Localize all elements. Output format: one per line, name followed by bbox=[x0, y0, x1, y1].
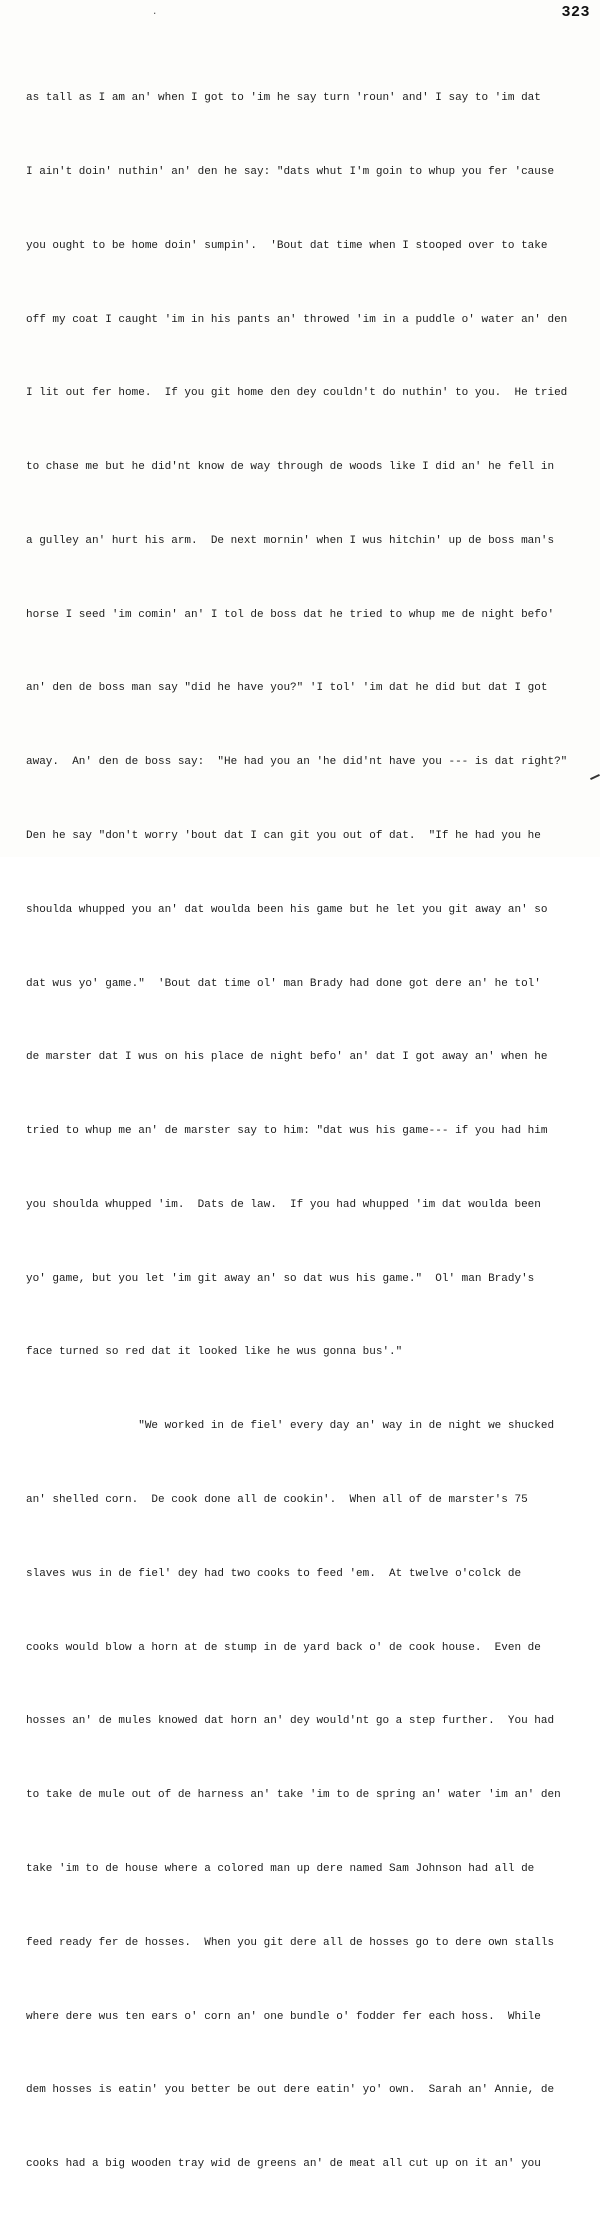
typewritten-body bbox=[26, 37, 592, 2226]
text-line: off my coat I caught 'im in his pants an' throwed 'im in a puddle o' water an' den bbox=[26, 313, 568, 326]
text-line: you ought to be home doin' sumpin'. 'Bout dat time when I stooped over to take bbox=[26, 239, 548, 252]
text-line: I ain't doin' nuthin' an' den he say: "dats whut I'm goin to whup you fer 'cause bbox=[26, 165, 555, 178]
text-line: cooks had a big wooden tray wid de greens an' de meat all cut up on it an' you bbox=[26, 2158, 541, 2171]
text-line: shoulda whupped you an' dat woulda been his game but he let you git away an' so bbox=[26, 903, 548, 916]
paragraph-start-line: "We worked in de fiel' every day an' way in de night we shucked bbox=[26, 1420, 555, 1433]
text-line: I lit out fer home. If you git home den dey couldn't do nuthin' to you. He tried bbox=[26, 387, 568, 400]
text-line: an' den de boss man say "did he have you?" 'I tol' 'im dat he did but dat I got bbox=[26, 682, 548, 695]
text-line: away. An' den de boss say: "He had you an 'he did'nt have you --- is dat right?" bbox=[26, 756, 568, 769]
text-line: to take de mule out of de harness an' take 'im to de spring an' water 'im an' den bbox=[26, 1789, 561, 1802]
scan-speck: · bbox=[152, 9, 158, 19]
text-line: as tall as I am an' when I got to 'im he say turn 'roun' and' I say to 'im dat bbox=[26, 92, 541, 105]
text-line: yo' game, but you let 'im git away an' so dat wus his game." Ol' man Brady's bbox=[26, 1272, 535, 1285]
text-line: take 'im to de house where a colored man up dere named Sam Johnson had all de bbox=[26, 1862, 535, 1875]
text-line: tried to whup me an' de marster say to him: "dat wus his game--- if you had him bbox=[26, 1125, 548, 1138]
text-line: an' shelled corn. De cook done all de cookin'. When all of de marster's 75 bbox=[26, 1494, 528, 1507]
page-number: 323 bbox=[561, 4, 590, 21]
text-line: dem hosses is eatin' you better be out dere eatin' yo' own. Sarah an' Annie, de bbox=[26, 2084, 555, 2097]
text-line: slaves wus in de fiel' dey had two cooks to feed 'em. At twelve o'colck de bbox=[26, 1567, 522, 1580]
text-line: horse I seed 'im comin' an' I tol de boss dat he tried to whup me de night befo' bbox=[26, 608, 555, 621]
text-line: hosses an' de mules knowed dat horn an' dey would'nt go a step further. You had bbox=[26, 1715, 555, 1728]
text-line: to chase me but he did'nt know de way through de woods like I did an' he fell in bbox=[26, 461, 555, 474]
text-line: face turned so red dat it looked like he wus gonna bus'." bbox=[26, 1346, 403, 1359]
text-line: where dere wus ten ears o' corn an' one bundle o' fodder fer each hoss. While bbox=[26, 2010, 541, 2023]
text-line: dat wus yo' game." 'Bout dat time ol' man Brady had done got dere an' he tol' bbox=[26, 977, 541, 990]
text-line: de marster dat I wus on his place de night befo' an' dat I got away an' when he bbox=[26, 1051, 548, 1064]
text-line: a gulley an' hurt his arm. De next mornin' when I wus hitchin' up de boss man's bbox=[26, 534, 555, 547]
text-line: you shoulda whupped 'im. Dats de law. If you had whupped 'im dat woulda been bbox=[26, 1198, 541, 1211]
text-line: feed ready fer de hosses. When you git dere all de hosses go to dere own stalls bbox=[26, 1936, 555, 1949]
text-line: Den he say "don't worry 'bout dat I can git you out of dat. "If he had you he bbox=[26, 830, 541, 842]
text-line: cooks would blow a horn at de stump in de yard back o' de cook house. Even de bbox=[26, 1641, 541, 1654]
